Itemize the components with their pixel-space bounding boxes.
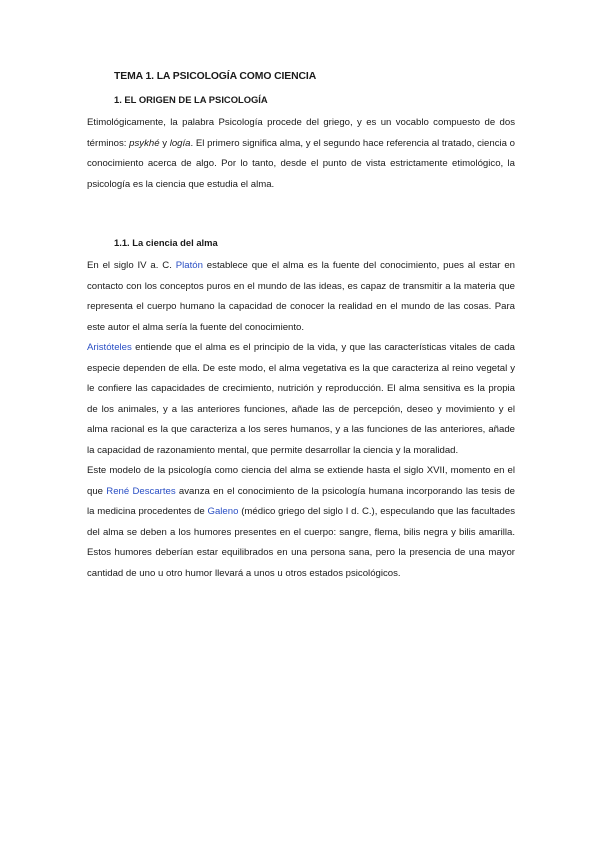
aristoteles-paragraph [87, 338, 515, 461]
modelo-text-middle: avanza en el conocimiento de la psicología humana incorporando las tesis de la medicina procedentes de [87, 485, 515, 517]
section-heading: 1. EL ORIGEN DE LA PSICOLOGÍA [114, 94, 268, 105]
galeno-link[interactable]: Galeno [207, 506, 239, 517]
aristoteles-text: entiende que el alma es el principio de la vida, y que las características vitales de cada especie dependen de ella. De este modo, el alma vegetativa es la que caracteriza al reino vegetal y le confiere las capacidades de crecimiento, nutrición y reproducción. El alma sensitiva es la propia de los animales, y a las anteriores funciones, añade las de percepción, deseo y movimiento y el alma racional es la que caracteriza a los seres humanos, y a las funciones de las anteriores, añade la capacidad de razonamiento mental, que permite desarrollar la ciencia y la moralidad. [87, 342, 515, 456]
intro-text-3: . El primero significa alma, y el segundo hace referencia al tratado, ciencia o conocimiento acerca de algo. Por lo tanto, desde el punto de vista estrictamente etimológico, la psicología es la ciencia que estudia el alma. [87, 137, 515, 190]
platon-paragraph [87, 256, 515, 338]
intro-paragraph [87, 113, 515, 195]
subsection-heading: 1.1. La ciencia del alma [114, 237, 218, 248]
modelo-text-before: Este modelo de la psicología como ciencia del alma se extiende hasta el siglo XVII, momento en el que [87, 465, 515, 497]
modelo-paragraph [87, 461, 515, 584]
modelo-text-after: (médico griego del siglo I d. C.), especulando que las facultades del alma se deben a los humores presentes en el cuerpo: sangre, flema, bilis negra y bilis amarilla. Estos humores deberían estar equilibrados en una persona sana, pero la presencia de una mayor cantidad de uno u otro humor llevará a unos u otros estados psicológicos. [87, 506, 515, 579]
term-psykhe: psykhé [129, 137, 160, 149]
platon-text-before: En el siglo IV a. C. [87, 260, 176, 271]
aristoteles-link[interactable]: Aristóteles [87, 342, 132, 353]
platon-text-after: establece que el alma es la fuente del conocimiento, pues al estar en contacto con los conceptos puros en el mundo de las ideas, es capaz de transmitir a la materia que representa el cuerpo humano la capacidad de conocer la realidad en el mundo de las cosas. Para este autor el alma sería la fuente del conocimiento. [87, 260, 515, 333]
platon-link[interactable]: Platón [175, 260, 203, 271]
intro-text-1: Etimológicamente, la palabra Psicología procede del griego, y es un vocablo compuesto de dos términos: [87, 117, 515, 149]
intro-text-2: y [159, 137, 170, 149]
document-content [87, 69, 515, 584]
page-title: TEMA 1. LA PSICOLOGÍA COMO CIENCIA [114, 71, 317, 82]
descartes-link[interactable]: René Descartes [106, 485, 176, 497]
term-logia: logía [169, 137, 191, 149]
